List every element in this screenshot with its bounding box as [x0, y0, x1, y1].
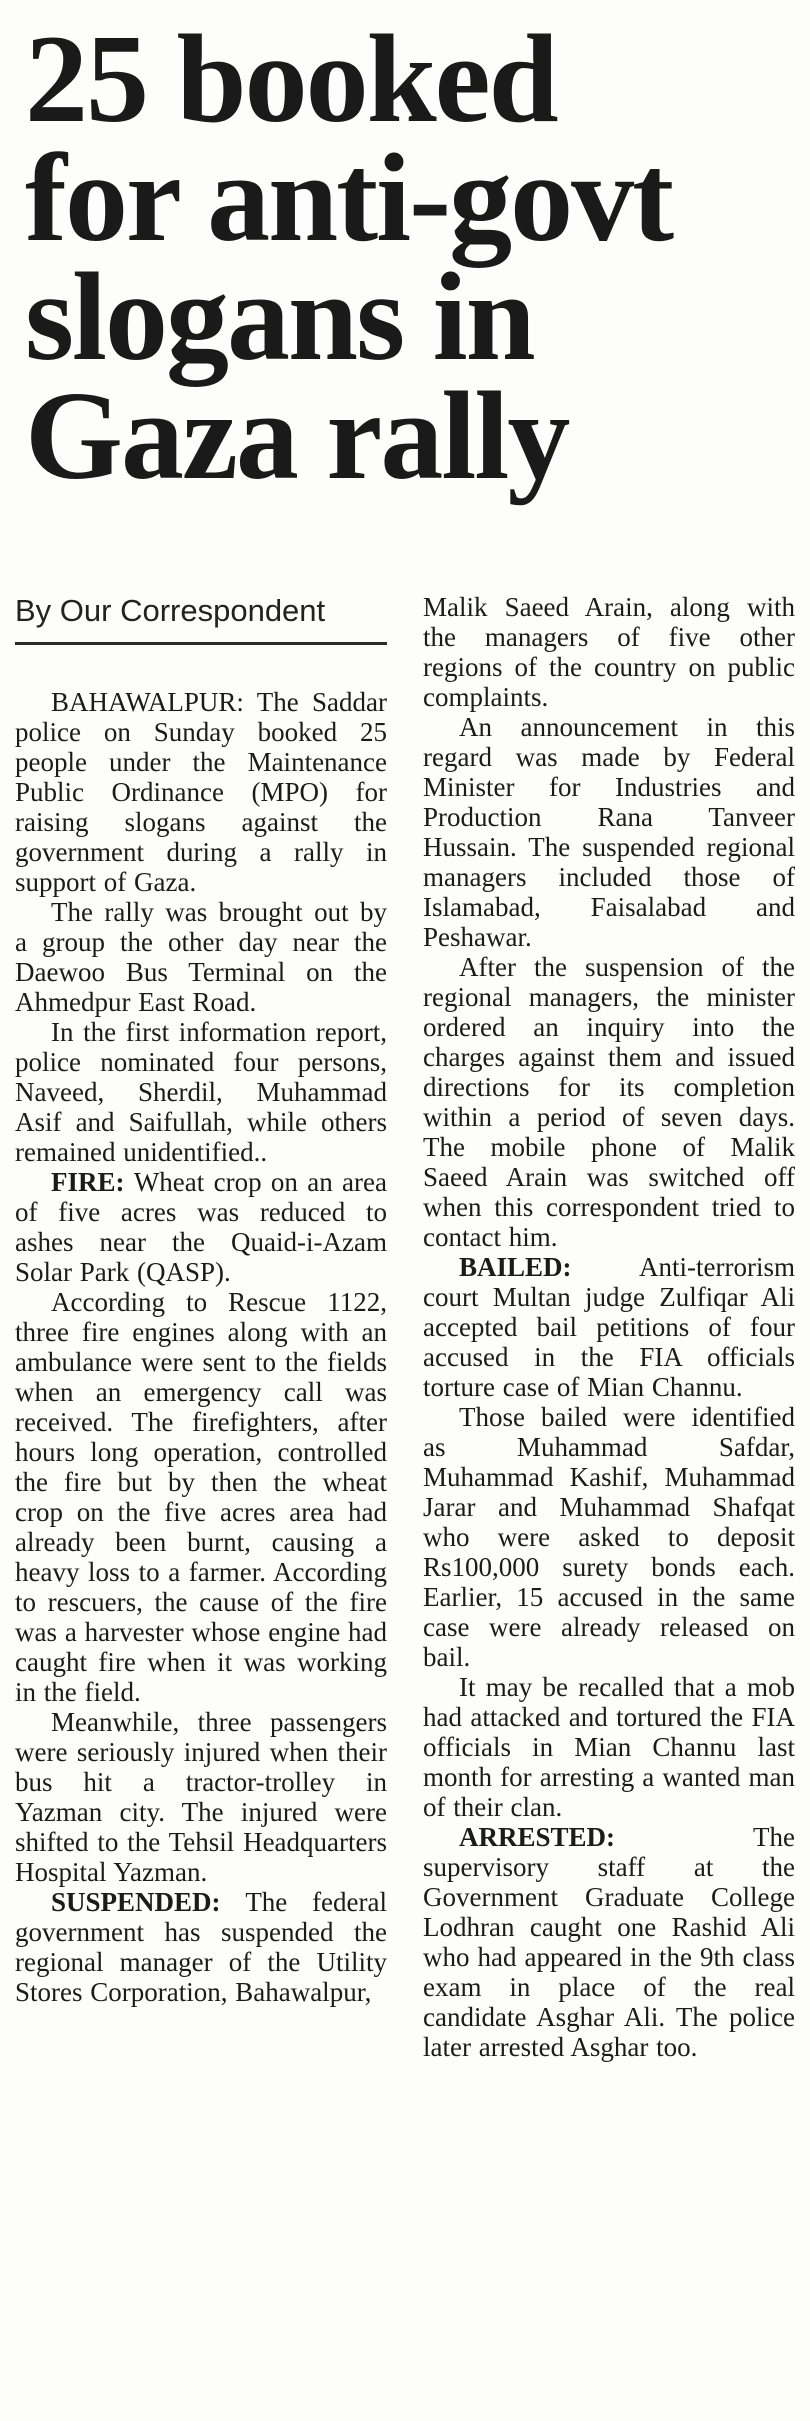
article-paragraph: BAILED: Anti-terrorism court Multan judge Zulfiqar Ali accepted bail petitions of four accused in the FIA officials torture case of Mian Channu.: [423, 1252, 795, 1402]
article-paragraph: BAHAWALPUR: The Saddar police on Sunday booked 25 people under the Maintenance Public Ordinance (MPO) for raising slogans against the government during a rally in support of Gaza.: [15, 687, 387, 897]
article-paragraph: FIRE: Wheat crop on an area of five acres was reduced to ashes near the Quaid-i-Azam Solar Park (QASP).: [15, 1167, 387, 1287]
headline-line: slogans in: [25, 248, 534, 387]
column-left: [15, 592, 387, 2062]
paragraph-lead: ARRESTED:: [459, 1822, 754, 1852]
article-paragraph: According to Rescue 1122, three fire engines along with an ambulance were sent to the fields when an emergency call was received. The firefighters, after hours long operation, controlled the fire but by then the wheat crop on the five acres area had already been burnt, causing a heavy loss to a farmer. According to rescuers, the cause of the fire was a harvester whose engine had caught fire when it was working in the field.: [15, 1287, 387, 1707]
article-paragraph: Malik Saeed Arain, along with the managers of five other regions of the country on public complaints.: [423, 592, 795, 712]
article-headline: [15, 10, 795, 506]
headline-line: for anti-govt: [25, 129, 673, 268]
column-right-paragraphs: [423, 592, 795, 2062]
article-body: [15, 592, 795, 2062]
paragraph-lead: FIRE:: [51, 1167, 134, 1197]
column-left-paragraphs: [15, 687, 387, 2007]
article-paragraph: Those bailed were identified as Muhammad Safdar, Muhammad Kashif, Muhammad Jarar and Muhammad Shafqat who were asked to deposit Rs100,000 surety bonds each. Earlier, 15 accused in the same case were already released on bail.: [423, 1402, 795, 1672]
article-paragraph: In the first information report, police nominated four persons, Naveed, Sherdil, Muhammad Asif and Saifullah, while others remained unidentified..: [15, 1017, 387, 1167]
article-paragraph: SUSPENDED: The federal government has suspended the regional manager of the Utility Stores Corporation, Bahawalpur,: [15, 1887, 387, 2007]
paragraph-lead: BAILED:: [459, 1252, 640, 1282]
article-paragraph: An announcement in this regard was made by Federal Minister for Industries and Production Rana Tanveer Hussain. The suspended regional managers included those of Islamabad, Faisalabad and Peshawar.: [423, 712, 795, 952]
article-paragraph: After the suspension of the regional managers, the minister ordered an inquiry into the charges against them and issued directions for its completion within a period of seven days. The mobile phone of Malik Saeed Arain was switched off when this correspondent tried to contact him.: [423, 952, 795, 1252]
article-paragraph: ARRESTED: The supervisory staff at the Government Graduate College Lodhran caught one Rashid Ali who had appeared in the 9th class exam in place of the real candidate Asghar Ali. The police later arrested Asghar too.: [423, 1822, 795, 2062]
byline-text: By Our Correspondent: [15, 593, 326, 628]
article-paragraph: Meanwhile, three passengers were seriously injured when their bus hit a tractor-trolley in Yazman city. The injured were shifted to the Tehsil Headquarters Hospital Yazman.: [15, 1707, 387, 1887]
paragraph-lead: SUSPENDED:: [51, 1887, 246, 1917]
headline-line: Gaza rally: [25, 367, 569, 506]
article-paragraph: The rally was brought out by a group the other day near the Daewoo Bus Terminal on the Ahmedpur East Road.: [15, 897, 387, 1017]
article-paragraph: It may be recalled that a mob had attacked and tortured the FIA officials in Mian Channu last month for arresting a wanted man of their clan.: [423, 1672, 795, 1822]
column-right: [423, 592, 795, 2062]
headline-line: 25 booked: [25, 10, 557, 149]
byline: [15, 592, 387, 645]
